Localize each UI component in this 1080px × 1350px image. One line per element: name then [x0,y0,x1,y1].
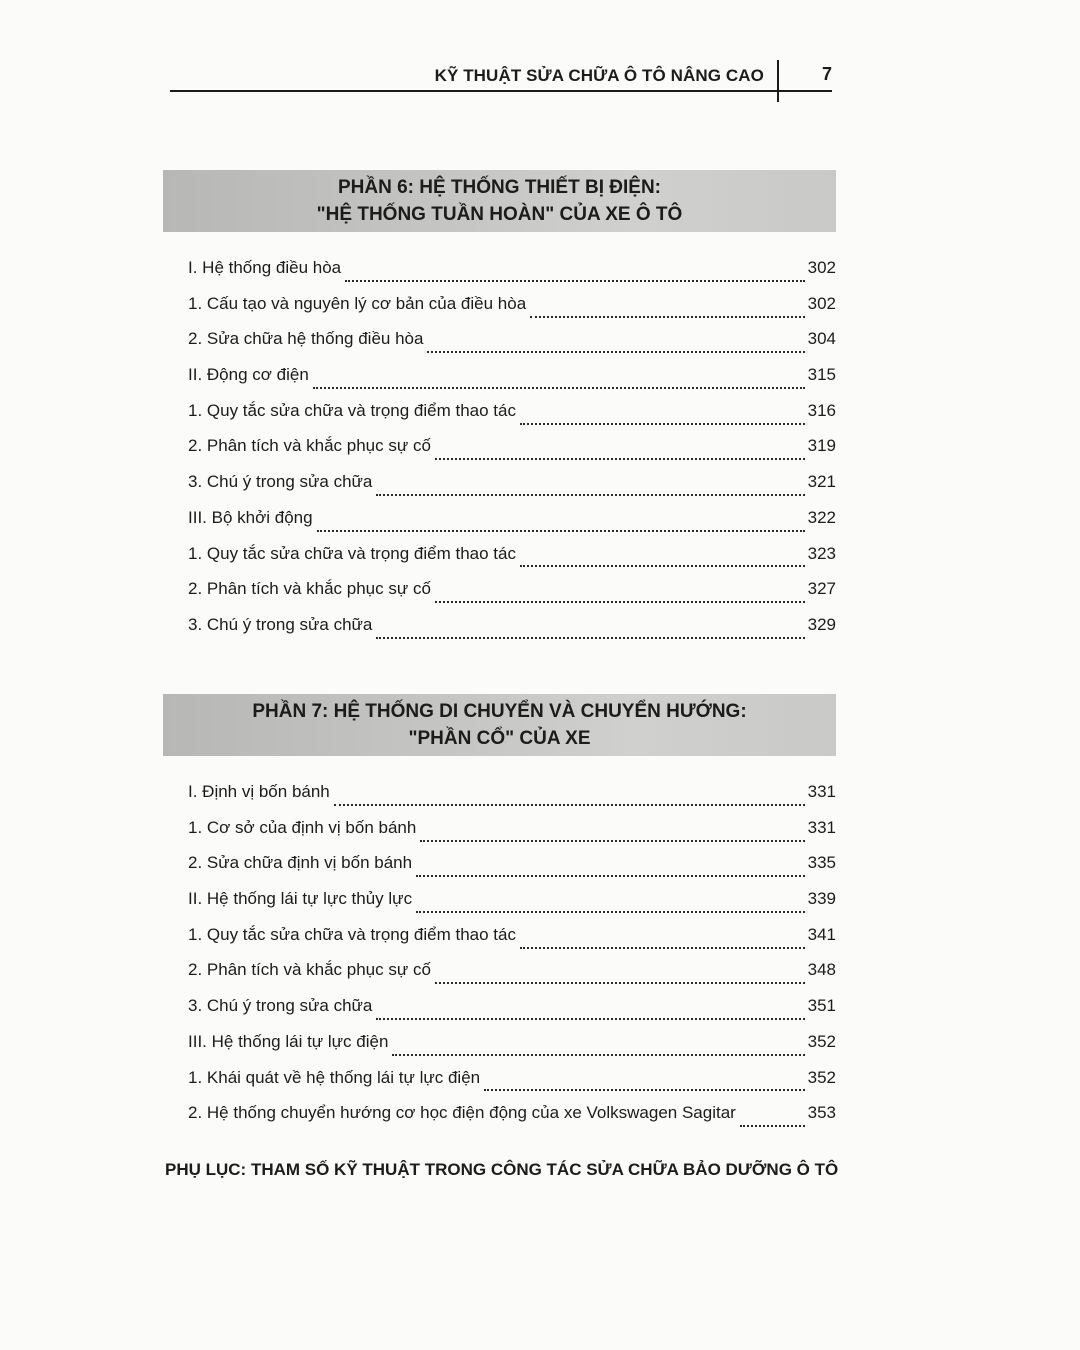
toc-leader [427,351,804,353]
toc-entry[interactable] [188,925,836,961]
toc-entry[interactable] [188,544,836,580]
toc-entry[interactable] [188,258,836,294]
toc-entry-label: 1. Quy tắc sửa chữa và trọng điểm thao tác [188,400,516,420]
toc-leader [484,1089,805,1091]
toc-leader [420,840,804,842]
toc-entry[interactable] [188,1103,836,1139]
toc-entry-page: 322 [807,507,836,527]
toc-entry-page: 321 [807,472,836,492]
toc-entry[interactable] [188,508,836,544]
section-6-banner [163,170,836,232]
toc-entry-label: 2. Sửa chữa định vị bốn bánh [188,853,413,873]
toc-entry-page: 329 [807,614,836,634]
toc-entry-label: 1. Quy tắc sửa chữa và trọng điểm thao tác [188,924,516,944]
toc-entry-label: 2. Hệ thống chuyển hướng cơ học điện động của xe Volkswagen Sagitar [188,1103,736,1123]
toc-leader [345,280,805,282]
toc-entry[interactable] [188,472,836,508]
toc-leader [435,601,805,603]
toc-entry[interactable] [188,853,836,889]
toc-entry-label: 2. Phân tích và khắc phục sự cố [188,436,431,456]
toc-entry-label: III. Hệ thống lái tự lực điện [188,1031,389,1051]
running-header-title: KỸ THUẬT SỬA CHỮA Ô TÔ NÂNG CAO [434,66,764,85]
appendix-heading[interactable]: PHỤ LỤC: THAM SỐ KỸ THUẬT TRONG CÔNG TÁC SỬA CHỮA BẢO DƯỠNG Ô TÔ [165,1160,839,1179]
toc-entry[interactable] [188,294,836,330]
toc-entry-page: 352 [807,1031,836,1051]
toc-leader [435,458,805,460]
toc-leader [376,494,804,496]
toc-entry[interactable] [188,579,836,615]
toc-entry-page: 335 [807,853,836,873]
toc-leader [313,387,805,389]
toc-entry-page: 316 [807,400,836,420]
toc-entry-page: 352 [807,1067,836,1087]
toc-entry-page: 341 [807,924,836,944]
toc-entry[interactable] [188,329,836,365]
toc-entry[interactable] [188,1032,836,1068]
toc-entry-page: 339 [807,889,836,909]
toc-leader [416,875,805,877]
toc-entry[interactable] [188,365,836,401]
toc-entry[interactable] [188,615,836,651]
toc-leader [520,947,805,949]
toc-leader [520,423,805,425]
toc-entry[interactable] [188,401,836,437]
toc-leader [376,1018,804,1020]
toc-entry[interactable] [188,782,836,818]
toc-entry[interactable] [188,889,836,925]
toc-entry-page: 331 [807,817,836,837]
toc-entry-label: III. Bộ khởi động [188,507,313,527]
toc-leader [392,1054,804,1056]
toc-leader [520,565,805,567]
header-rule [170,90,832,92]
toc-entry-label: 2. Phân tích và khắc phục sự cố [188,960,431,980]
toc-entry[interactable] [188,818,836,854]
section-6-toc [188,258,836,651]
toc-entry-label: 1. Cấu tạo và nguyên lý cơ bản của điều hòa [188,293,527,313]
toc-leader [416,911,805,913]
toc-leader [530,316,804,318]
toc-entry-label: 3. Chú ý trong sửa chữa [188,996,373,1016]
toc-entry-label: II. Động cơ điện [188,365,309,385]
toc-entry-page: 348 [807,960,836,980]
header-divider [777,60,779,102]
toc-entry[interactable] [188,960,836,996]
toc-entry-label: I. Hệ thống điều hòa [188,258,342,277]
toc-entry[interactable] [188,1068,836,1104]
toc-entry-label: 2. Phân tích và khắc phục sự cố [188,579,431,599]
toc-entry-page: 302 [807,258,836,277]
toc-leader [317,530,805,532]
section-7-title-line2: "PHẦN CỔ" CỦA XE [408,728,591,749]
toc-entry-page: 353 [807,1103,836,1123]
section-6-title-line2: "HỆ THỐNG TUẦN HOÀN" CỦA XE Ô TÔ [316,204,683,225]
toc-entry[interactable] [188,996,836,1032]
toc-entry-label: 1. Cơ sở của định vị bốn bánh [188,817,417,837]
toc-entry-page: 302 [807,293,836,313]
running-header [170,58,832,98]
section-7-title-line1: PHẦN 7: HỆ THỐNG DI CHUYỂN VÀ CHUYỂN HƯỚNG: [252,701,747,722]
toc-entry-label: I. Định vị bốn bánh [188,782,330,801]
toc-entry[interactable] [188,436,836,472]
toc-entry-page: 323 [807,543,836,563]
toc-entry-page: 315 [807,365,836,385]
toc-entry-label: 3. Chú ý trong sửa chữa [188,614,373,634]
toc-entry-page: 351 [807,996,836,1016]
section-7-toc [188,782,836,1139]
toc-leader [376,637,804,639]
toc-leader [740,1125,805,1127]
toc-entry-page: 319 [807,436,836,456]
section-7-banner [163,694,836,756]
toc-entry-label: 1. Khái quát về hệ thống lái tự lực điện [188,1067,481,1087]
toc-entry-label: 1. Quy tắc sửa chữa và trọng điểm thao tác [188,543,516,563]
toc-leader [334,804,805,806]
toc-entry-page: 304 [807,329,836,349]
toc-leader [435,982,805,984]
toc-entry-label: II. Hệ thống lái tự lực thủy lực [188,889,413,909]
toc-entry-label: 3. Chú ý trong sửa chữa [188,472,373,492]
toc-entry-label: 2. Sửa chữa hệ thống điều hòa [188,329,424,349]
section-6-title-line1: PHẦN 6: HỆ THỐNG THIẾT BỊ ĐIỆN: [337,177,661,198]
toc-entry-page: 327 [807,579,836,599]
toc-entry-page: 331 [807,782,836,801]
page-number: 7 [821,64,832,84]
